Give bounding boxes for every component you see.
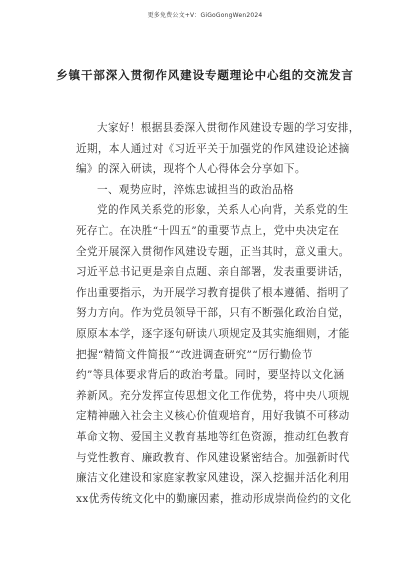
- paragraph-line: 编》的深入研读，现将个人心得体会分享如下。: [76, 163, 306, 176]
- document-body: [76, 118, 360, 509]
- section-heading: 一、观势应时，淬炼忠诚担当的政治品格: [97, 183, 294, 196]
- paragraph-line: xx优秀传统文化中的勤廉因素，推动形成崇尚俭约的文化: [76, 492, 352, 505]
- paragraph-line: 作出重要指示，为开展学习教育提供了根本遵循、指明了: [76, 286, 350, 299]
- paragraph-line: 努力方向。作为党员领导干部，只有不断强化政治自觉，: [76, 307, 350, 320]
- document-title: 乡镇干部深入贯彻作风建设专题理论中心组的交流发言: [56, 68, 354, 82]
- paragraph-line: 养新风。充分发挥宣传思想文化工作优势，将中央八项规: [76, 389, 350, 402]
- paragraph-line: 约”等具体要求背后的政治考量。同时，要坚持以文化涵: [76, 369, 345, 382]
- paragraph-line: 原原本本学，逐字逐句研读八项规定及其实施细则，才能: [76, 327, 350, 340]
- paragraph-line: 革命文物、爱国主义教育基地等红色资源，推动红色教育: [76, 430, 350, 443]
- paragraph-line: 习近平总书记更是亲自点题、亲自部署，发表重要讲话，: [76, 266, 350, 279]
- paragraph-line: 把握“精简文件简报”“改进调查研究”“厉行勤俭节: [76, 348, 313, 361]
- paragraph-line: 廉洁文化建设和家庭家教家风建设，深入挖掘并活化利用: [76, 472, 350, 485]
- paragraph-line: 死存亡。在决胜“十四五”的重要节点上，党中央决定在: [76, 224, 340, 237]
- paragraph-line: 党的作风关系党的形象，关系人心向背，关系党的生: [97, 204, 349, 217]
- header-note: 更多免费公文+V：GiGoGongWen2024: [147, 12, 263, 19]
- paragraph-line: 定精神融入社会主义核心价值观培育，用好我镇不可移动: [76, 410, 350, 423]
- paragraph-line: 与党性教育、廉政教育、作风建设紧密结合。加强新时代: [76, 451, 350, 464]
- paragraph-line: 大家好！根据县委深入贯彻作风建设专题的学习安排，: [97, 122, 360, 134]
- paragraph-line: 近期，本人通过对《习近平关于加强党的作风建设论述摘: [76, 142, 350, 155]
- paragraph-line: 全党开展深入贯彻作风建设专题，正当其时，意义重大。: [76, 245, 350, 258]
